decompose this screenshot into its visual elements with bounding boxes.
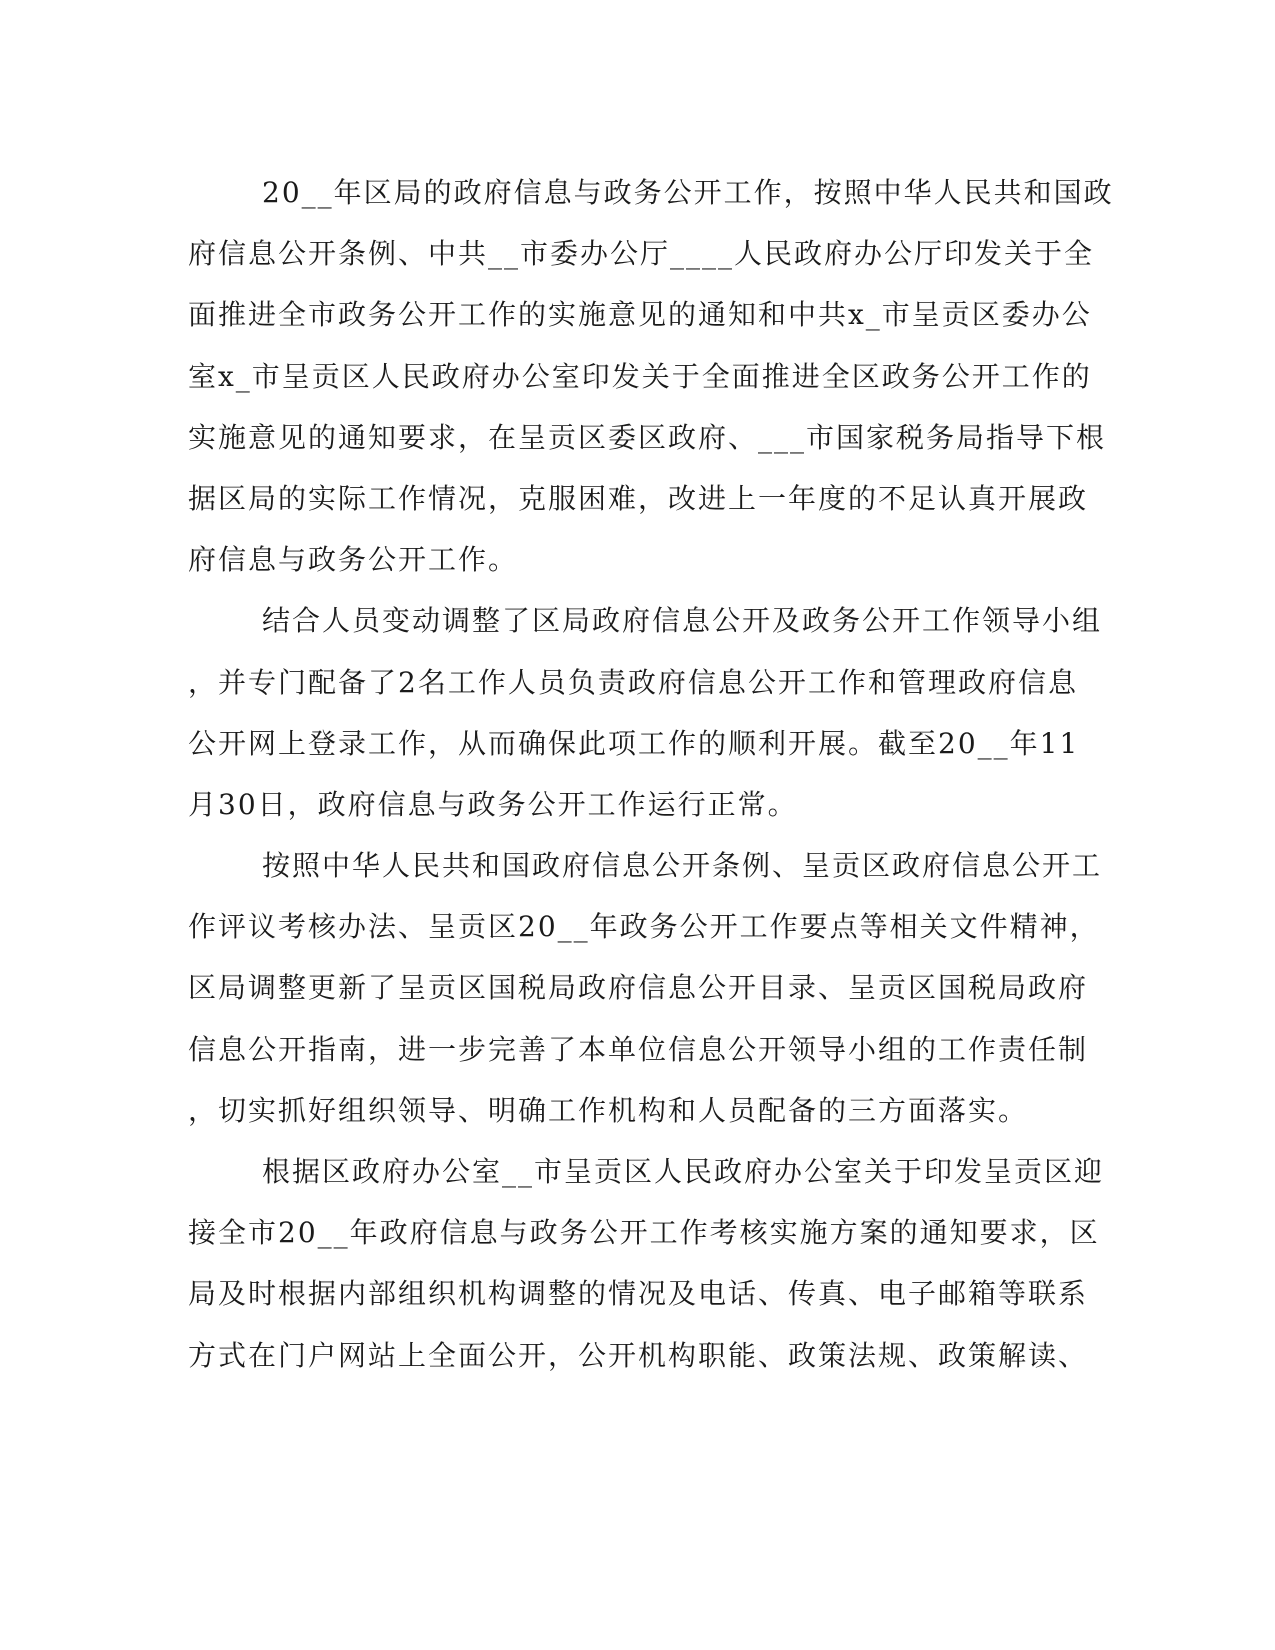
paragraph-1-line-4: 室x_市呈贡区人民政府办公室印发关于全面推进全区政务公开工作的	[188, 359, 1092, 393]
paragraph-4-line-4: 方式在门户网站上全面公开，公开机构职能、政策法规、政策解读、	[188, 1338, 1089, 1372]
paragraph-3-line-3: 区局调整更新了呈贡区国税局政府信息公开目录、呈贡区国税局政府	[188, 971, 1089, 1005]
paragraph-1-line-1: 20__年区局的政府信息与政务公开工作，按照中华人民共和国政	[262, 176, 1114, 209]
document-body	[188, 162, 1114, 1386]
paragraph-2-line-2: ，并专门配备了2名工作人员负责政府信息公开工作和管理政府信息	[188, 665, 1078, 699]
paragraph-2-line-4: 月30日，政府信息与政务公开工作运行正常。	[188, 787, 798, 821]
paragraph-1-line-5: 实施意见的通知要求，在呈贡区委区政府、___市国家税务局指导下根	[188, 420, 1107, 454]
paragraph-4-line-3: 局及时根据内部组织机构调整的情况及电话、传真、电子邮箱等联系	[188, 1277, 1089, 1311]
paragraph-4-line-2: 接全市20__年政府信息与政务公开工作考核实施方案的通知要求，区	[188, 1216, 1100, 1250]
paragraph-4-line-1: 根据区政府办公室__市呈贡区人民政府办公室关于印发呈贡区迎	[262, 1155, 1105, 1188]
paragraph-2-line-1: 结合人员变动调整了区局政府信息公开及政务公开工作领导小组	[262, 604, 1103, 638]
paragraph-1-line-3: 面推进全市政务公开工作的实施意见的通知和中共x_市呈贡区委办公	[188, 298, 1092, 332]
paragraph-3-line-1: 按照中华人民共和国政府信息公开条例、呈贡区政府信息公开工	[262, 849, 1103, 883]
paragraph-3-line-4: 信息公开指南，进一步完善了本单位信息公开领导小组的工作责任制	[188, 1032, 1089, 1066]
paragraph-3-line-2: 作评议考核办法、呈贡区20__年政务公开工作要点等相关文件精神，	[188, 910, 1100, 944]
paragraph-1-line-2: 府信息公开条例、中共__市委办公厅____人民政府办公厅印发关于全	[188, 237, 1095, 271]
paragraph-2-line-3: 公开网上登录工作，从而确保此项工作的顺利开展。截至20__年11	[188, 726, 1080, 760]
paragraph-1-line-7: 府信息与政务公开工作。	[188, 543, 519, 577]
paragraph-1-line-6: 据区局的实际工作情况，克服困难，改进上一年度的不足认真开展政	[188, 481, 1089, 515]
paragraph-3-line-5: ，切实抓好组织领导、明确工作机构和人员配备的三方面落实。	[188, 1093, 1029, 1127]
